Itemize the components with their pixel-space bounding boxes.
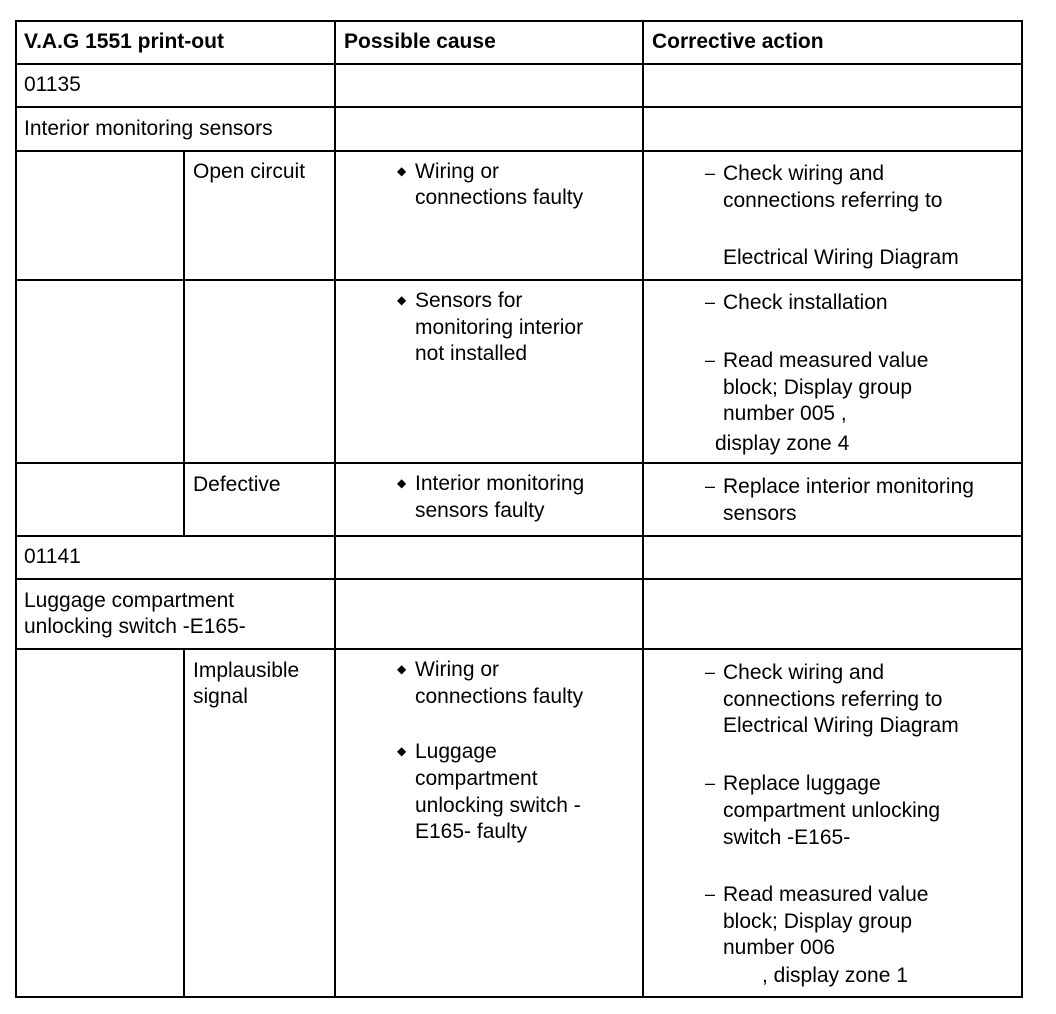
dash-icon: – [705, 773, 716, 793]
cause-line: sensors faulty [415, 499, 545, 522]
bullet-icon: ◆ [397, 662, 407, 676]
cause-line: Luggage [415, 740, 497, 763]
cause-line: Interior monitoring [415, 472, 585, 495]
action-line: Check installation [723, 291, 888, 314]
cause-line: unlocking switch - [415, 794, 581, 817]
cause-line: Wiring or [415, 658, 500, 681]
rule-bottom [15, 996, 1023, 998]
action-line: Check wiring and [723, 162, 885, 185]
action-line: block; Display group [723, 910, 913, 933]
rule-row5-bottom [15, 535, 1023, 537]
component-name: Luggage compartment [24, 589, 235, 612]
fault-code: 01135 [24, 73, 81, 96]
cause-line: not installed [415, 342, 528, 365]
dash-icon: – [705, 476, 716, 496]
cause-line: Wiring or [415, 160, 500, 183]
rule-right [1021, 20, 1023, 998]
cause-line: Sensors for [415, 289, 523, 312]
fault-code: 01141 [24, 545, 81, 568]
action-line: number 006 [723, 936, 836, 959]
cause-line: connections faulty [415, 186, 584, 209]
cause-line: monitoring interior [415, 316, 584, 339]
rule-subcol-b [183, 648, 185, 998]
rule-row3-bottom [15, 279, 1023, 281]
action-line: Read measured value [723, 883, 929, 906]
cause-line: compartment [415, 767, 538, 790]
dash-icon: – [705, 350, 716, 370]
fault-type: signal [193, 685, 248, 708]
dash-icon: – [705, 163, 716, 183]
rule-col2 [334, 20, 336, 998]
rule-col3 [642, 20, 644, 998]
header-possible-cause: Possible cause [344, 30, 496, 53]
component-name: unlocking switch -E165- [24, 615, 246, 638]
action-line: Electrical Wiring Diagram [723, 246, 959, 269]
dash-icon: – [705, 884, 716, 904]
rule-left [15, 20, 17, 998]
rule-row7-bottom [15, 648, 1023, 650]
cause-line: E165- faulty [415, 820, 528, 843]
action-line: display zone 4 [715, 432, 850, 455]
bullet-icon: ◆ [397, 164, 407, 178]
cause-line: connections faulty [415, 685, 584, 708]
action-line: sensors [723, 502, 797, 525]
action-line: switch -E165- [723, 826, 851, 849]
action-line: Electrical Wiring Diagram [723, 714, 959, 737]
fault-type: Defective [193, 473, 281, 496]
rule-row6-bottom [15, 578, 1023, 580]
rule-row2-bottom [15, 150, 1023, 152]
rule-subcol-a [183, 150, 185, 537]
bullet-icon: ◆ [397, 293, 407, 307]
action-line: block; Display group [723, 376, 913, 399]
bullet-icon: ◆ [397, 476, 407, 490]
bullet-icon: ◆ [397, 744, 407, 758]
fault-type: Implausible [193, 659, 300, 682]
rule-row4-bottom [15, 462, 1023, 464]
header-corrective-action: Corrective action [652, 30, 824, 53]
action-line: number 005 , [723, 402, 847, 425]
rule-row1-bottom [15, 106, 1023, 108]
action-line: connections referring to [723, 688, 943, 711]
dash-icon: – [705, 662, 716, 682]
component-name: Interior monitoring sensors [24, 117, 273, 140]
action-line: Read measured value [723, 349, 929, 372]
rule-header-bottom [15, 63, 1023, 65]
action-line: Replace luggage [723, 772, 881, 795]
action-line: Check wiring and [723, 661, 885, 684]
action-line: Replace interior monitoring [723, 475, 974, 498]
dash-icon: – [705, 292, 716, 312]
header-printout: V.A.G 1551 print-out [24, 30, 224, 53]
fault-type: Open circuit [193, 160, 306, 183]
action-line: compartment unlocking [723, 799, 941, 822]
action-line: connections referring to [723, 189, 943, 212]
rule-top [15, 20, 1023, 22]
action-line: , display zone 1 [762, 964, 908, 987]
